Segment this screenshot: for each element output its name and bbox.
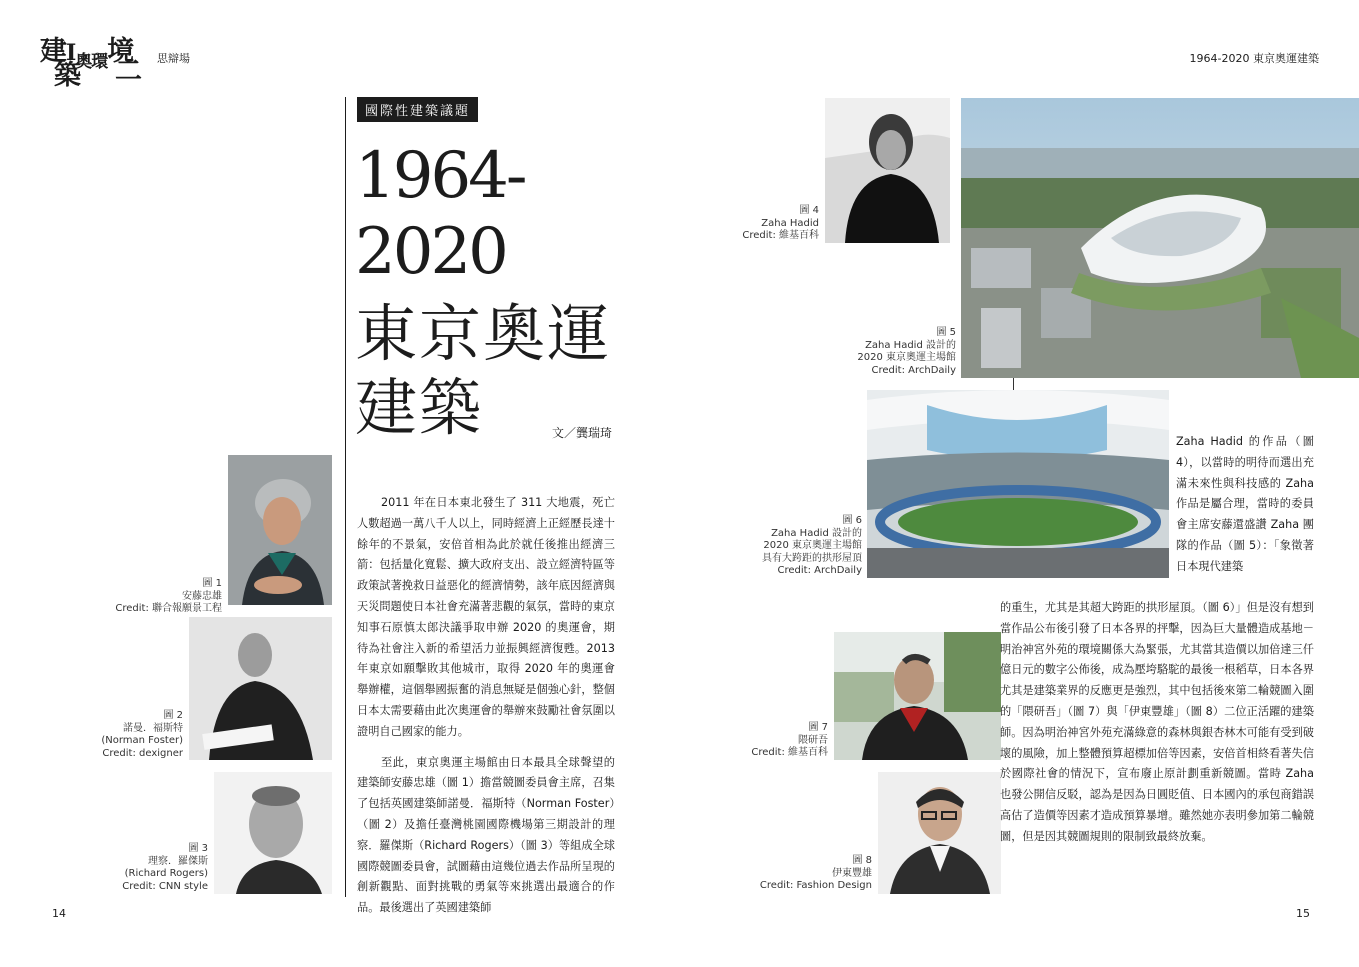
paragraph: 的重生，尤其是其超大跨距的拱形屋頂。（圖 6）」但是沒有想到當作品公布後引發了日本各界的抨擊，因為巨大量體造成基地－明治神宮外苑的環境關係大為緊張，尤其當其造價以加倍達三仟億日元的數字公佈後，成為壓垮駱駝的最後一根稻草，日本各界尤其是建築業界的反應更是強烈，其中包括後來第二輪競圖入圍的「隈研吾」（圖 7）與「伊東豐雄」（圖 8）二位正活躍的建築師。因為明治神宮外苑充滿綠意的森林與銀杏林木可能有受到破壞的風險，加上整體預算超標加倍等因素，安倍首相終看著失信於國際社會的情況下，宣布廢止原計劃重新競圖。當時 Zaha 也發公開信反駁，認為是因為日圓貶值、日本國內的承包商錯誤高估了造價等因素才造成預算暴增。雖然她亦表明參加第二輪競圖，但是因其競圖規則的限制致最終放棄。: [1000, 601, 1314, 843]
figure-number: 圖 7: [808, 722, 828, 733]
figure-credit: Credit: ArchDaily: [777, 565, 862, 576]
figure-credit: Credit: CNN style: [122, 880, 208, 892]
figure-3-caption: [88, 843, 208, 893]
vertical-rule: [345, 97, 346, 897]
wrap-region: [1000, 432, 1314, 598]
figure-5-caption: [836, 327, 956, 377]
figure-7-photo: [834, 632, 1001, 760]
article-body-right: [1000, 432, 1314, 848]
figure-name: 安藤忠雄: [182, 590, 222, 602]
figure-4-photo: [825, 98, 950, 243]
article-body-left: [357, 493, 615, 929]
logo-char: 奧環: [75, 52, 108, 72]
connector-line: [1013, 378, 1014, 390]
figure-4-caption: [715, 205, 819, 243]
running-title: 1964-2020 東京奧運建築: [1189, 52, 1319, 65]
figure-credit: Credit: 聯合報願景工程: [115, 603, 222, 614]
figure-name: 伊東豐雄: [832, 867, 872, 879]
figure-name: Zaha Hadid 設計的: [771, 527, 862, 539]
figure-credit: Credit: 維基百科: [751, 747, 828, 758]
figure-2-caption: [60, 710, 183, 760]
figure-name: 諾曼．福斯特: [123, 722, 183, 734]
logo-char-second-row: 築: [54, 60, 80, 91]
column-name: 思辯場: [157, 52, 190, 65]
figure-name-2: 2020 東京奧運主場館: [763, 540, 862, 551]
page-number-left: 14: [52, 907, 66, 920]
figure-number: 圖 3: [188, 843, 208, 854]
figure-8-photo: [878, 772, 1001, 894]
logo-char: 境: [107, 36, 134, 67]
title-line: 東京奧運: [355, 297, 612, 370]
figure-number: 圖 5: [936, 327, 956, 338]
figure-credit: Credit: dexigner: [102, 747, 183, 759]
figure-number: 圖 8: [852, 855, 872, 866]
figure-3-photo: [214, 772, 332, 894]
page-number-right: 15: [1296, 907, 1310, 920]
article-title-years: [355, 138, 525, 290]
logo-bar: I: [66, 40, 76, 66]
author-byline: 文／龔瑞琦: [552, 426, 613, 440]
figure-name-3: 具有大跨距的拱形屋頂: [762, 552, 862, 564]
article-title: [355, 297, 611, 445]
figure-1-caption: [100, 578, 222, 616]
figure-name-en: (Richard Rogers): [124, 868, 208, 879]
figure-1-photo: [228, 455, 332, 605]
figure-credit: Credit: Fashion Design: [759, 880, 872, 891]
figure-credit: Credit: ArchDaily: [871, 364, 956, 376]
figure-number: 圖 6: [842, 515, 862, 526]
logo-char-second-row: 二: [115, 56, 141, 87]
paragraph: 至此，東京奧運主場館由日本最具全球聲望的建築師安藤忠雄（圖 1）擔當競圖委員會主席，召集了包括英國建築師諾曼．福斯特（Norman Foster）（圖 2）及擔任臺灣桃園國際機場第三期設計的理察．羅傑斯（Richard Rogers）（圖 3）等組成全球國際競圖委員會，試圖藉由這幾位過去作品所呈現的創新觀點、面對挑戰的勇氣等來挑選出最適合的作品。最後選出了英國建築師: [357, 755, 615, 915]
figure-number: 圖 4: [799, 205, 819, 216]
figure-number: 圖 2: [163, 710, 183, 721]
figure-name-en: (Norman Foster): [101, 735, 183, 746]
title-line: 1964-: [355, 139, 525, 213]
figure-7-caption: [728, 722, 828, 760]
figure-number: 圖 1: [202, 578, 222, 589]
figure-5-photo: [961, 98, 1359, 378]
figure-name: 理察．羅傑斯: [148, 855, 208, 867]
paragraph: 2011 年在日本東北發生了 311 大地震，死亡人數超過一萬八千人以上，同時經濟上正經歷長達十餘年的不景氣，安倍首相為此於就任後推出經濟三箭：包括量化寬鬆、擴大政府支出、設立經濟特區等政策試著挽救日益惡化的經濟情勢，該年底因經濟與天災問題使日本社會充滿著悲觀的氣氛，當時的東京知事石原慎太郎決議爭取申辦 2020 的奧運會，期待為社會注入新的希望活力並振興經濟復甦。2013 年東京如願擊敗其他城市，取得 2020 年的奧運會舉辦權，這個舉國振奮的消息無疑是個強心針，整個日本太需要藉由此次奧運會的舉辦來鼓勵社會氛圍以證明自己國家的能力。: [357, 496, 615, 738]
logo-char: 建: [40, 36, 66, 67]
magazine-logo: [40, 36, 141, 91]
figure-name: 隈研吾: [798, 734, 828, 746]
section-tag: 國際性建築議題: [357, 97, 478, 122]
figure-name: Zaha Hadid: [761, 217, 819, 229]
title-line: 建築: [355, 371, 484, 444]
figure-credit: Credit: 維基百科: [742, 230, 819, 241]
figure-name: Zaha Hadid 設計的: [865, 339, 956, 351]
figure-2-photo: [189, 617, 332, 760]
figure-name-2: 2020 東京奧運主場館: [857, 352, 956, 363]
figure-6-caption: [742, 515, 862, 578]
title-line: 2020: [355, 215, 506, 289]
figure-8-caption: [752, 855, 872, 893]
paragraph-wrap: Zaha Hadid 的作品（圖 4），以當時的明待而選出充滿未來性與科技感的 Zaha 作品是屬合理，當時的委員會主席安藤還盛讚 Zaha 團隊的作品（圖 5）：「象徵著日本現代建築: [1176, 435, 1314, 573]
